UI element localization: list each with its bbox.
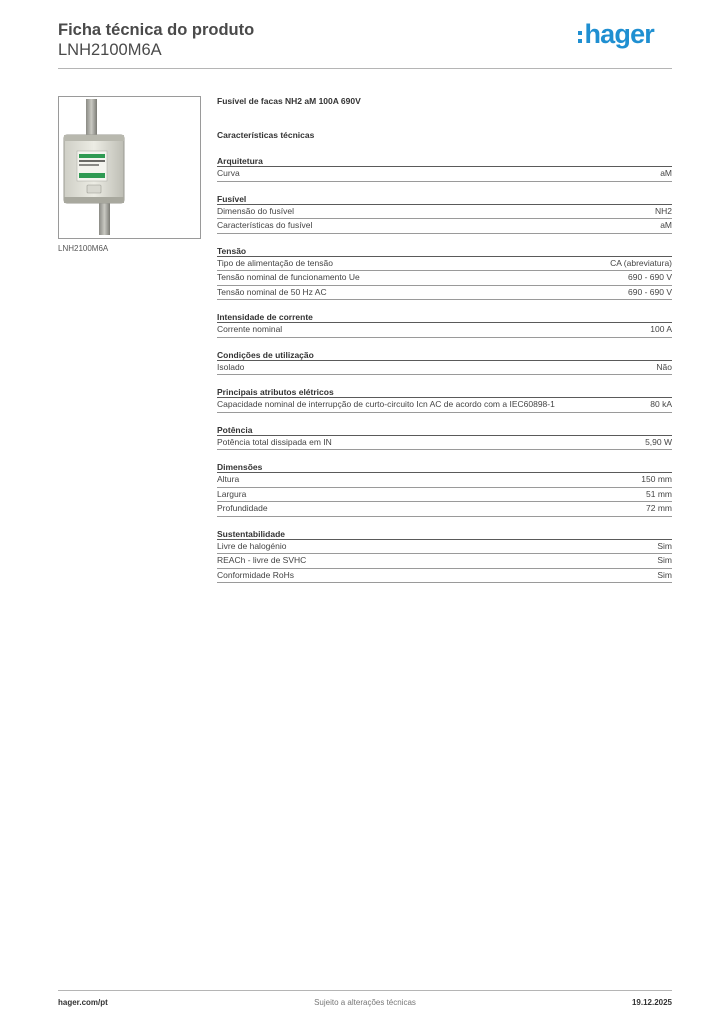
spec-row xyxy=(217,569,672,584)
document-header xyxy=(58,20,672,70)
spec-row xyxy=(217,167,672,182)
spec-label: Tensão nominal de funcionamento Ue xyxy=(217,272,360,282)
spec-value: NH2 xyxy=(654,205,672,216)
footer-note: Sujeito a alterações técnicas xyxy=(314,998,416,1007)
spec-label: Potência total dissipada em IN xyxy=(217,436,332,447)
spec-group xyxy=(217,193,672,234)
spec-value: 72 mm xyxy=(646,503,672,513)
spec-group-title: Principais atributos elétricos xyxy=(217,386,672,398)
spec-group xyxy=(217,461,672,517)
header-divider xyxy=(58,68,672,69)
logo-dots-icon xyxy=(578,22,582,52)
spec-value: 100 A xyxy=(650,324,672,334)
spec-label: Curva xyxy=(217,168,240,178)
spec-label: Livre de halogénio xyxy=(217,540,287,551)
spec-group xyxy=(217,245,672,301)
spec-value: 690 - 690 V xyxy=(628,286,672,297)
hager-logo xyxy=(578,20,654,50)
spec-group-title: Potência xyxy=(217,424,672,436)
spec-row xyxy=(217,540,672,555)
footer-divider xyxy=(58,990,672,991)
spec-value: aM xyxy=(660,168,672,178)
spec-group xyxy=(217,424,672,451)
spec-value: 150 mm xyxy=(641,474,672,484)
spec-label: Capacidade nominal de interrupção de curto-circuito Icn AC de acordo com a IEC60898-1 xyxy=(217,399,555,409)
spec-group xyxy=(217,311,672,338)
spec-label: Tipo de alimentação de tensão xyxy=(217,257,333,268)
spec-row xyxy=(217,502,672,517)
spec-value: 5,90 W xyxy=(645,436,672,447)
tech-specs-heading: Características técnicas xyxy=(217,130,315,140)
spec-value: Sim xyxy=(657,569,672,580)
spec-group xyxy=(217,349,672,376)
spec-row xyxy=(217,286,672,301)
spec-group-title: Fusível xyxy=(217,193,672,205)
spec-label: Corrente nominal xyxy=(217,324,283,334)
spec-row xyxy=(217,271,672,286)
spec-group xyxy=(217,386,672,413)
spec-value: Não xyxy=(656,361,672,372)
spec-group xyxy=(217,528,672,584)
spec-label: Largura xyxy=(217,488,247,499)
spec-value: 51 mm xyxy=(646,488,672,499)
spec-row xyxy=(217,323,672,338)
spec-label: Altura xyxy=(217,474,240,484)
spec-row xyxy=(217,554,672,569)
document-date: 19.12.2025 xyxy=(631,998,672,1007)
spec-group-title: Dimensões xyxy=(217,461,672,473)
product-code: LNH2100M6A xyxy=(58,41,162,59)
image-caption: LNH2100M6A xyxy=(58,244,109,253)
spec-group-title: Sustentabilidade xyxy=(217,528,672,540)
spec-label: Tensão nominal de 50 Hz AC xyxy=(217,286,327,297)
spec-content xyxy=(217,96,672,583)
spec-group xyxy=(217,155,672,182)
spec-label: Profundidade xyxy=(217,503,268,513)
spec-value: Sim xyxy=(657,540,672,551)
document-title: Ficha técnica do produto xyxy=(58,21,255,39)
spec-label: Conformidade RoHs xyxy=(217,569,295,580)
spec-row xyxy=(217,257,672,272)
spec-value: Sim xyxy=(657,555,672,565)
spec-row xyxy=(217,436,672,451)
fuse-illustration-icon xyxy=(59,97,200,238)
document-footer xyxy=(58,998,672,1010)
product-description: Fusível de facas NH2 aM 100A 690V xyxy=(217,96,361,106)
spec-row xyxy=(217,361,672,376)
spec-row xyxy=(217,219,672,234)
spec-group-title: Arquitetura xyxy=(217,155,672,167)
logo-text: hager xyxy=(584,19,654,49)
spec-row xyxy=(217,473,672,488)
spec-value: aM xyxy=(660,220,672,230)
spec-label: Características do fusível xyxy=(217,220,313,230)
spec-group-title: Intensidade de corrente xyxy=(217,311,672,323)
spec-value: 690 - 690 V xyxy=(628,272,672,282)
spec-row xyxy=(217,488,672,503)
spec-value: 80 kA xyxy=(650,399,672,409)
spec-label: REACh - livre de SVHC xyxy=(217,555,307,565)
spec-row xyxy=(217,205,672,220)
product-image xyxy=(58,96,201,239)
spec-group-title: Condições de utilização xyxy=(217,349,672,361)
spec-group-title: Tensão xyxy=(217,245,672,257)
spec-value: CA (abreviatura) xyxy=(610,257,672,268)
spec-row xyxy=(217,398,672,413)
spec-label: Dimensão do fusível xyxy=(217,205,295,216)
spec-label: Isolado xyxy=(217,361,245,372)
website-link[interactable]: hager.com/pt xyxy=(58,998,108,1007)
